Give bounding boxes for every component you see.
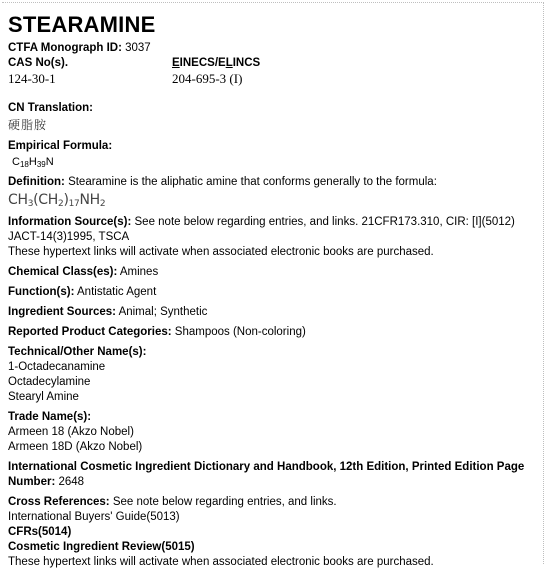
sf-p1: CH: [8, 192, 28, 208]
product-categories-label: Reported Product Categories:: [8, 326, 172, 338]
sf-p2: (CH: [33, 192, 59, 208]
technical-name-item: Octadecylamine: [8, 376, 91, 388]
information-sources-note: These hypertext links will activate when associated electronic books are purchased.: [8, 246, 434, 258]
trade-name-item: Armeen 18D (Akzo Nobel): [8, 441, 143, 453]
cas-label: CAS No(s).: [8, 57, 69, 69]
ingredient-sources-label: Ingredient Sources:: [8, 306, 116, 318]
sf-s2: 2: [58, 199, 64, 209]
chemical-class-row: [8, 265, 543, 280]
ingredient-sources-value: Animal; Synthetic: [118, 306, 208, 318]
cas-einecs-block: [8, 56, 543, 87]
chemical-class-value: Amines: [119, 266, 159, 278]
sf-s4: 2: [99, 199, 106, 209]
dictionary-row: [8, 460, 536, 490]
einecs-label-e: E: [172, 57, 180, 69]
functions-row: [8, 285, 543, 300]
technical-name-item: 1-Octadecanamine: [8, 361, 106, 373]
einecs-value: 204-695-3 (I): [172, 71, 243, 86]
einecs-label-mid: INECS/E: [179, 57, 226, 69]
einecs-label: [172, 56, 422, 71]
structural-formula: [8, 190, 543, 210]
einecs-label-l: L: [225, 57, 233, 69]
cross-references-label: Cross References:: [8, 496, 110, 508]
monograph-id-value: 3037: [125, 42, 151, 54]
trade-name-item: Armeen 18 (Akzo Nobel): [8, 426, 134, 438]
definition-label: Definition:: [8, 176, 65, 188]
functions-value: Antistatic Agent: [77, 286, 157, 298]
trade-names-label: Trade Name(s):: [8, 411, 92, 423]
monograph-page: [2, 2, 544, 568]
empirical-formula-label: Empirical Formula:: [8, 140, 113, 152]
sf-s1: 3: [27, 199, 34, 209]
definition-row: [8, 175, 543, 190]
page-title: STEARAMINE: [8, 12, 156, 37]
product-categories-row: [8, 325, 543, 340]
chemical-class-label: Chemical Class(es):: [8, 266, 118, 278]
information-sources-label: Information Source(s):: [8, 216, 132, 228]
dictionary-label: International Cosmetic Ingredient Dictionary and Handbook, 12th Edition, Printed Edition Page Number:: [8, 461, 525, 488]
functions-label: Function(s):: [8, 286, 75, 298]
formula-c-sub: 18: [19, 160, 29, 169]
product-categories-value: Shampoos (Non-coloring): [174, 326, 306, 338]
sf-p3: ): [63, 192, 69, 208]
einecs-label-end: INCS: [232, 57, 261, 69]
formula-c: C: [12, 156, 20, 168]
cas-value: 124-30-1: [8, 71, 56, 86]
sf-s3: 17: [68, 199, 80, 209]
cross-references-row: [8, 495, 543, 510]
monograph-id-row: [8, 41, 543, 56]
cn-translation-value: 硬脂胺: [8, 118, 48, 132]
monograph-id-label: CTFA Monograph ID:: [8, 42, 122, 54]
technical-name-item: Stearyl Amine: [8, 391, 79, 403]
cn-translation-label: CN Translation:: [8, 102, 93, 114]
information-sources-line2: JACT-14(3)1995, TSCA: [8, 231, 130, 243]
formula-h: H: [28, 156, 37, 168]
formula-n: N: [45, 156, 54, 168]
information-sources-text: See note below regarding entries, and links. 21CFR173.310, CIR: [I](5012): [131, 216, 515, 228]
cosmetic-ingredient-review-link[interactable]: Cosmetic Ingredient Review(5015): [8, 541, 195, 553]
formula-h-sub: 39: [36, 160, 46, 169]
cross-references-text: See note below regarding entries, and links.: [112, 496, 337, 508]
definition-text: Stearamine is the aliphatic amine that conforms generally to the formula:: [68, 176, 437, 188]
sf-p4: NH: [79, 192, 100, 208]
cfrs-link[interactable]: CFRs(5014): [8, 526, 72, 538]
empirical-formula-value: [12, 154, 543, 170]
cross-references-note: These hypertext links will activate when associated electronic books are purchased.: [8, 556, 434, 568]
technical-names-label: Technical/Other Name(s):: [8, 346, 147, 358]
dictionary-page-number: 2648: [58, 476, 85, 488]
ingredient-sources-row: [8, 305, 543, 320]
information-sources-row: [8, 215, 543, 230]
buyers-guide-link[interactable]: International Buyers' Guide(5013): [8, 511, 180, 523]
